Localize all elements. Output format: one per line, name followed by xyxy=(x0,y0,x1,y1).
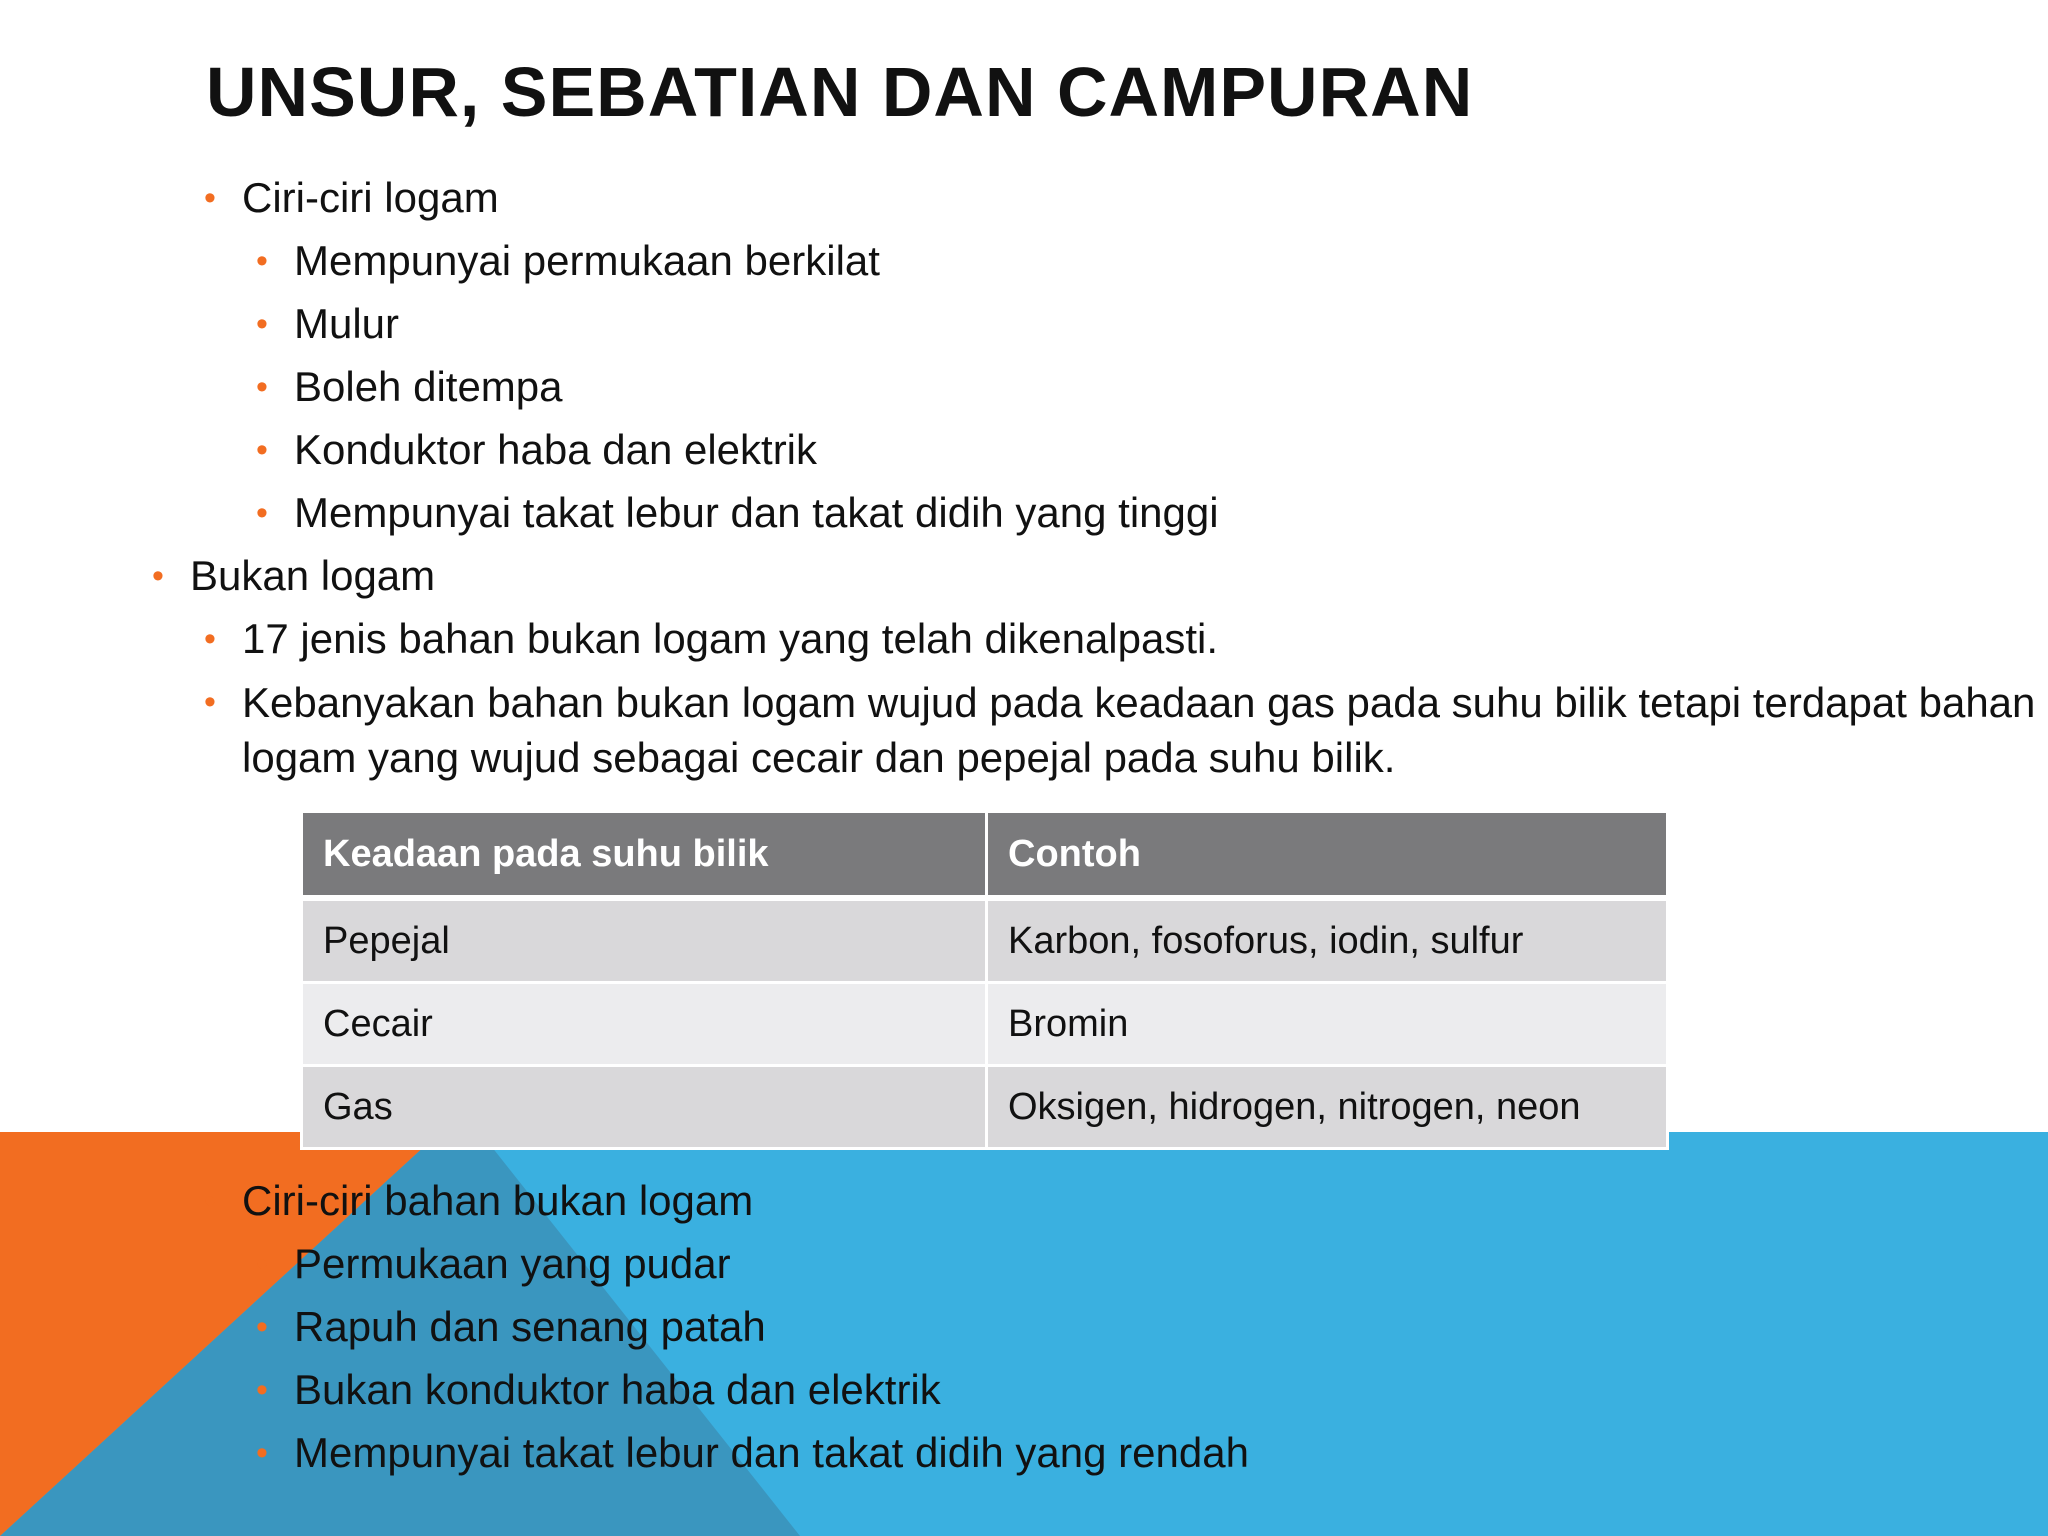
bullet-text: Mempunyai takat lebur dan takat didih yang tinggi xyxy=(294,489,1219,536)
bullet-metal-item xyxy=(256,422,818,478)
bullet-text: Mempunyai permukaan berkilat xyxy=(294,237,880,284)
bullet-text: Kebanyakan bahan bukan logam wujud pada keadaan gas pada suhu bilik tetapi terdapat bahan logam yang wujud sebagai cecair dan pepejal pada suhu bilik. xyxy=(242,679,2036,781)
bullet-dot-icon: • xyxy=(256,431,268,469)
bullet-dot-icon: • xyxy=(256,1245,268,1283)
bullet-text: Mulur xyxy=(294,300,400,347)
bullet-dot-icon: • xyxy=(152,557,164,595)
bullet-dot-icon: • xyxy=(256,494,268,532)
bullet-dot-icon: • xyxy=(256,305,268,343)
bullet-text: Bukan logam xyxy=(190,552,436,599)
bullet-dot-icon: • xyxy=(204,1182,216,1220)
bullet-dot-icon: • xyxy=(256,1371,268,1409)
bullet-nonmetal-trait xyxy=(256,1236,731,1292)
bullet-metal-item xyxy=(256,485,1219,541)
table-cell: Karbon, fosoforus, iodin, sulfur xyxy=(987,898,1668,983)
bullet-metal-item xyxy=(256,359,563,415)
table-cell: Gas xyxy=(302,1066,987,1149)
states-table xyxy=(300,810,1669,1150)
table-header-row xyxy=(302,812,1668,899)
bullet-dot-icon: • xyxy=(256,368,268,406)
bullet-dot-icon: • xyxy=(256,1434,268,1472)
bullet-dot-icon: • xyxy=(256,1308,268,1346)
bullet-dot-icon: • xyxy=(204,620,216,658)
bullet-text: Boleh ditempa xyxy=(294,363,563,410)
bullet-nonmetal-trait xyxy=(256,1299,766,1355)
bullet-dot-icon: • xyxy=(204,179,216,217)
table-header-cell: Keadaan pada suhu bilik xyxy=(302,812,987,899)
bullet-nonmetal-point xyxy=(204,611,1219,667)
table-cell: Bromin xyxy=(987,983,1668,1066)
bullet-text: 17 jenis bahan bukan logam yang telah dikenalpasti. xyxy=(242,615,1219,662)
bullet-text: Konduktor haba dan elektrik xyxy=(294,426,818,473)
bullet-metal-item xyxy=(256,233,880,289)
table-row xyxy=(302,898,1668,983)
bullet-nonmetal-heading xyxy=(152,548,436,604)
table-row xyxy=(302,1066,1668,1149)
bullet-nonmetal-trait xyxy=(256,1362,941,1418)
bullet-text: Permukaan yang pudar xyxy=(294,1240,731,1287)
bullet-metal-item xyxy=(256,296,400,352)
slide-title: UNSUR, SEBATIAN DAN CAMPURAN xyxy=(206,53,1474,131)
table-header-cell: Contoh xyxy=(987,812,1668,899)
table-row xyxy=(302,983,1668,1066)
bullet-text: Bukan konduktor haba dan elektrik xyxy=(294,1366,941,1413)
table-cell: Oksigen, hidrogen, nitrogen, neon xyxy=(987,1066,1668,1149)
bullet-nonmetal-traits-heading xyxy=(204,1173,754,1229)
table-cell: Cecair xyxy=(302,983,987,1066)
bullet-text: Ciri-ciri bahan bukan logam xyxy=(242,1177,754,1224)
bullet-nonmetal-trait xyxy=(256,1425,1249,1481)
bullet-metal-heading xyxy=(204,170,499,226)
bullet-dot-icon: • xyxy=(204,683,216,721)
bullet-text: Mempunyai takat lebur dan takat didih yang rendah xyxy=(294,1429,1249,1476)
bullet-text: Ciri-ciri logam xyxy=(242,174,499,221)
bullet-text: Rapuh dan senang patah xyxy=(294,1303,766,1350)
bullet-nonmetal-point xyxy=(204,675,2042,785)
table-cell: Pepejal xyxy=(302,898,987,983)
bullet-dot-icon: • xyxy=(256,242,268,280)
